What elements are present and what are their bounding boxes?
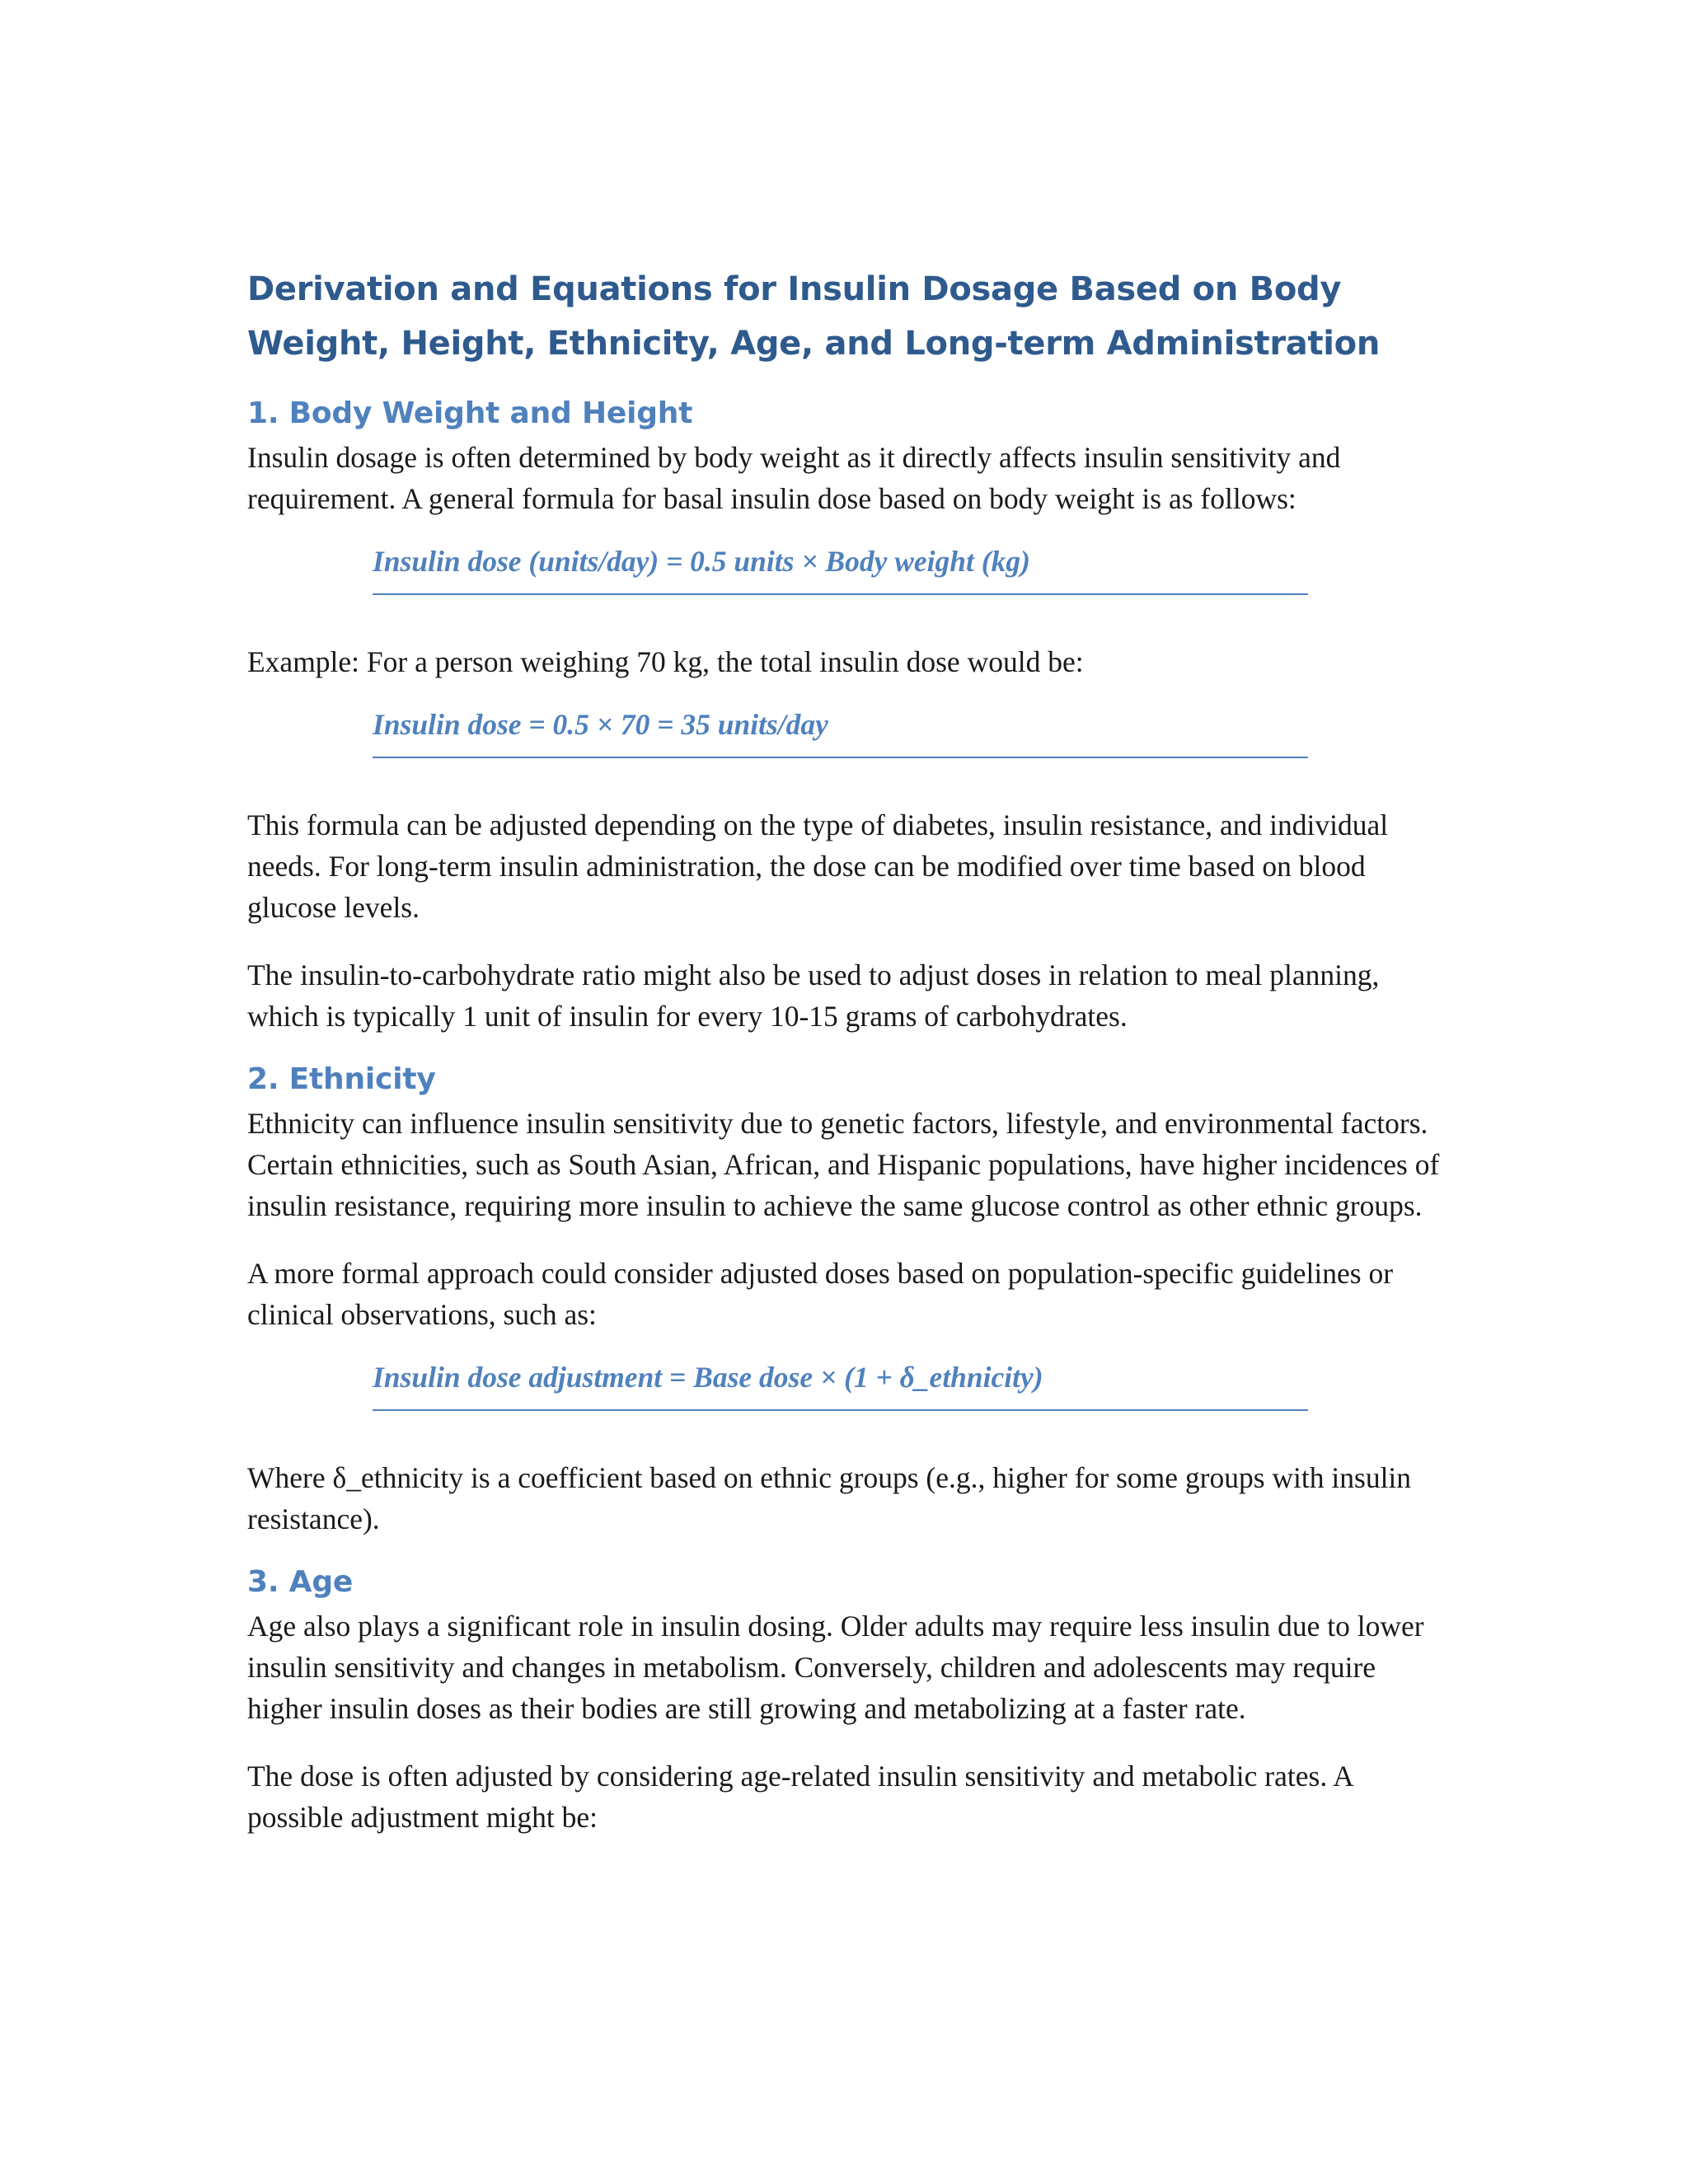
- section-heading-body-weight: 1. Body Weight and Height: [247, 396, 693, 430]
- section-heading-age: 3. Age: [247, 1565, 354, 1599]
- ethnicity-paragraph-3: Where δ_ethnicity is a coefficient based on ethnic groups (e.g., higher for some groups with insulin resistance).: [247, 1461, 1412, 1535]
- document-title: Derivation and Equations for Insulin Dosage Based on Body Weight, Height, Ethnicity, Age, and Long-term Administration: [247, 270, 1381, 363]
- body-weight-example: Example: For a person weighing 70 kg, the total insulin dose would be:: [247, 645, 1084, 678]
- ethnicity-paragraph-1: Ethnicity can influence insulin sensitivity due to genetic factors, lifestyle, and environmental factors. Certain ethnicities, such as South Asian, African, and Hispanic populations, have higher incidences of insulin resistance, requiring more insulin to achieve the same glucose control as other ethnic groups.: [247, 1107, 1440, 1222]
- equation-basal-dose: Insulin dose (units/day) = 0.5 units × Body weight (kg): [373, 541, 1308, 595]
- age-paragraph-1: Age also plays a significant role in insulin dosing. Older adults may require less insulin due to lower insulin sensitivity and changes in metabolism. Conversely, children and adolescents may require higher insulin doses as their bodies are still growing and metabolizing at a faster rate.: [247, 1610, 1424, 1725]
- section-heading-ethnicity: 2. Ethnicity: [247, 1062, 436, 1096]
- equation-example-dose: Insulin dose = 0.5 × 70 = 35 units/day: [373, 704, 1308, 758]
- body-weight-paragraph-4: The insulin-to-carbohydrate ratio might also be used to adjust doses in relation to meal planning, which is typically 1 unit of insulin for every 10-15 grams of carbohydrates.: [247, 958, 1380, 1033]
- age-paragraph-2: The dose is often adjusted by considering age-related insulin sensitivity and metabolic rates. A possible adjustment might be:: [247, 1760, 1353, 1834]
- document-content: [247, 262, 1451, 1864]
- body-weight-paragraph-1: Insulin dosage is often determined by body weight as it directly affects insulin sensitivity and requirement. A general formula for basal insulin dose based on body weight is as follows:: [247, 441, 1341, 515]
- ethnicity-paragraph-2: A more formal approach could consider adjusted doses based on population-specific guidelines or clinical observations, such as:: [247, 1257, 1394, 1331]
- equation-ethnicity-adjustment: Insulin dose adjustment = Base dose × (1 + δ_ethnicity): [373, 1357, 1308, 1411]
- body-weight-paragraph-3: This formula can be adjusted depending on the type of diabetes, insulin resistance, and individual needs. For long-term insulin administration, the dose can be modified over time based on blood glucose levels.: [247, 808, 1389, 924]
